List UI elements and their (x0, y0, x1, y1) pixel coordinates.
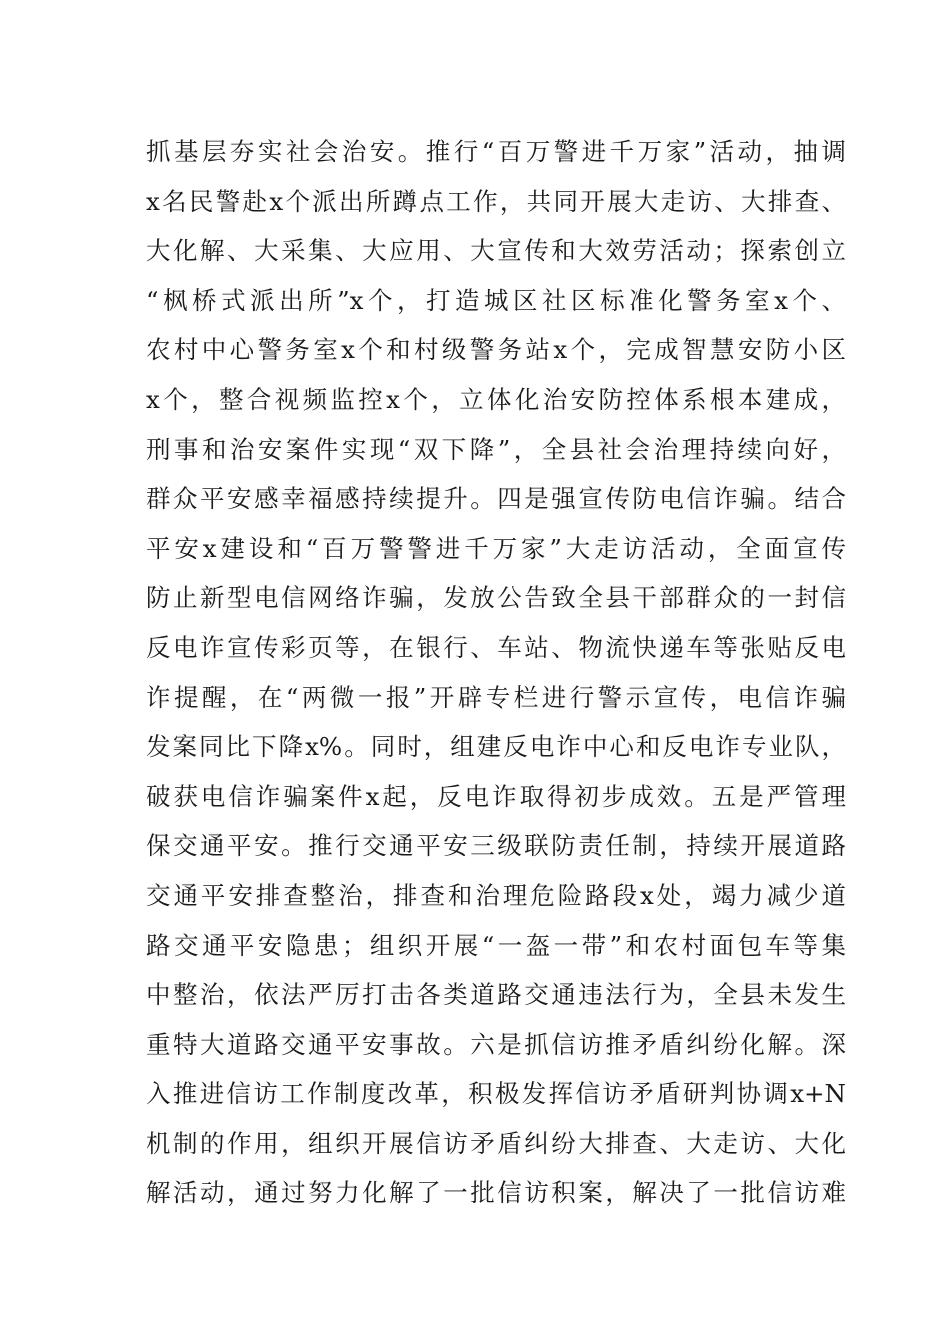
text-line: 重特大道路交通平安事故。六是抓信访推矛盾纠纷化解。深 (146, 1029, 846, 1059)
text-line: 平安x建设和“百万警警进千万家”大走访活动，全面宣传 (146, 533, 846, 563)
body-paragraph (146, 127, 846, 1218)
text-line: x个，整合视频监控x个，立体化治安防控体系根本建成， (146, 384, 846, 414)
text-line: 入推进信访工作制度改革，积极发挥信访矛盾研判协调x+N (146, 1079, 846, 1109)
text-line: 群众平安感幸福感持续提升。四是强宣传防电信诈骗。结合 (146, 484, 846, 514)
text-line: 抓基层夯实社会治安。推行“百万警进千万家”活动，抽调 (146, 137, 846, 166)
text-line: x名民警赴x个派出所蹲点工作，共同开展大走访、大排查、 (146, 186, 846, 216)
text-line: 大化解、大采集、大应用、大宣传和大效劳活动；探索创立 (146, 236, 846, 266)
text-line: 破获电信诈骗案件x起，反电诈取得初步成效。五是严管理 (146, 781, 846, 811)
text-line: 路交通平安隐患；组织开展“一盔一带”和农村面包车等集 (146, 930, 846, 960)
text-line: 发案同比下降x%。同时，组建反电诈中心和反电诈专业队， (146, 732, 846, 762)
text-line: 农村中心警务室x个和村级警务站x个，完成智慧安防小区 (146, 335, 846, 365)
text-line: “枫桥式派出所”x个，打造城区社区标准化警务室x个、 (146, 285, 846, 315)
text-line: 中整治，依法严厉打击各类道路交通违法行为，全县未发生 (146, 980, 846, 1010)
text-line: 刑事和治安案件实现“双下降”，全县社会治理持续向好， (146, 434, 846, 464)
text-line: 反电诈宣传彩页等，在银行、车站、物流快递车等张贴反电 (146, 632, 846, 662)
text-line: 解活动，通过努力化解了一批信访积案，解决了一批信访难 (146, 1178, 846, 1208)
text-line: 诈提醒，在“两微一报”开辟专栏进行警示宣传，电信诈骗 (146, 682, 846, 712)
text-line: 交通平安排查整治，排查和治理危险路段x处，竭力减少道 (146, 880, 846, 910)
text-line: 防止新型电信网络诈骗，发放公告致全县干部群众的一封信 (146, 583, 846, 613)
text-line: 机制的作用，组织开展信访矛盾纠纷大排查、大走访、大化 (146, 1128, 846, 1158)
text-line: 保交通平安。推行交通平安三级联防责任制，持续开展道路 (146, 831, 846, 861)
